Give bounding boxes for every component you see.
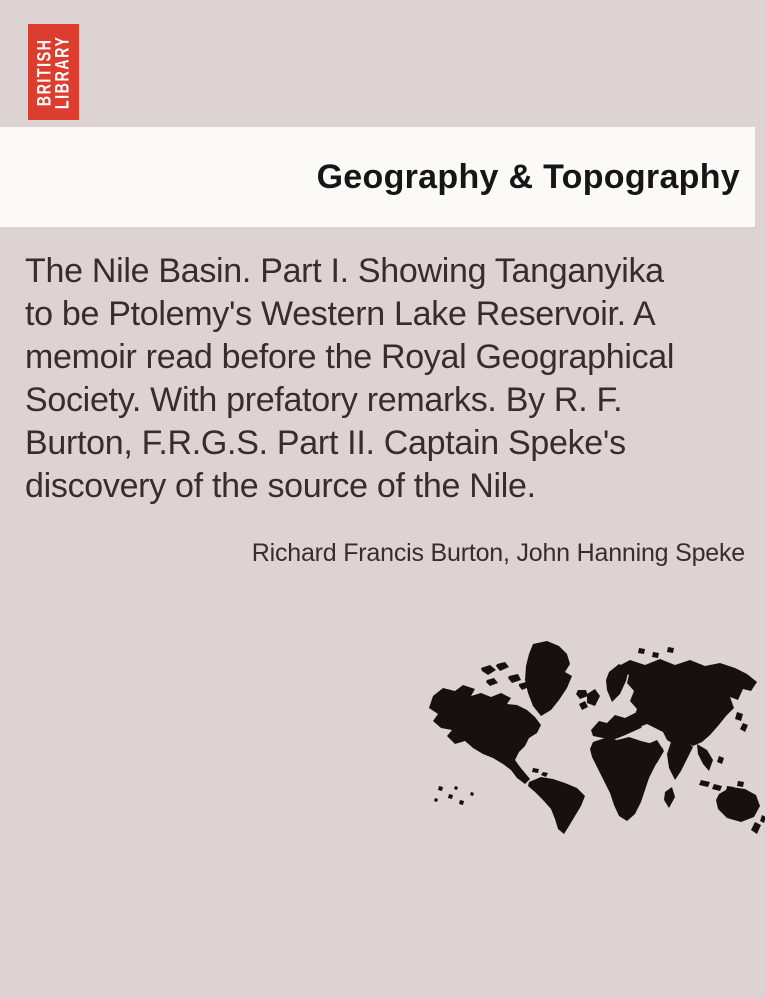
map-south-america <box>528 777 585 834</box>
map-pacific-islands <box>434 786 474 805</box>
book-authors: Richard Francis Burton, John Hanning Speke <box>251 539 745 567</box>
map-north-america <box>429 685 548 784</box>
british-library-logo-text <box>28 24 79 120</box>
map-australia <box>716 787 765 834</box>
title-line-1: The Nile Basin. Part I. Showing Tanganyika <box>25 252 664 290</box>
category-title: Geography & Topography <box>316 157 740 196</box>
logo-word-british: BRITISH <box>32 38 55 106</box>
title-line-2: to be Ptolemy's Western Lake Reservoir. A <box>25 295 656 333</box>
world-map-silhouette <box>425 638 765 838</box>
title-line-5: Burton, F.R.G.S. Part II. Captain Speke's <box>25 424 626 462</box>
logo-word-library: LIBRARY <box>50 35 73 109</box>
world-map-icon <box>425 638 765 838</box>
category-band <box>0 127 755 227</box>
book-title <box>25 250 751 508</box>
map-greenland <box>525 641 588 716</box>
title-line-3: memoir read before the Royal Geographical <box>25 338 675 376</box>
british-library-logo <box>28 24 79 120</box>
title-line-4: Society. With prefatory remarks. By R. F. <box>25 381 623 419</box>
title-line-6: discovery of the source of the Nile. <box>25 467 536 505</box>
